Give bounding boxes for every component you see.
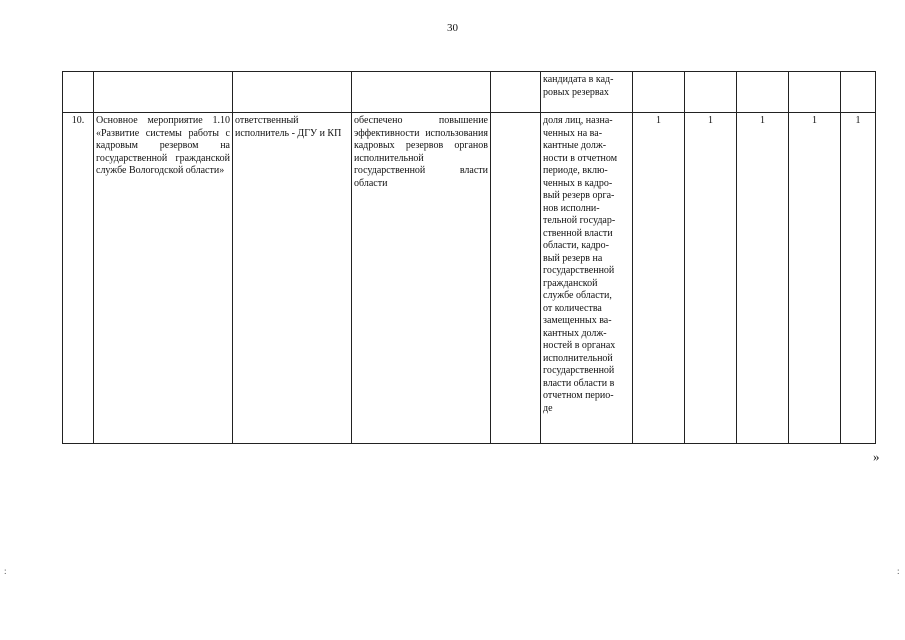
indicator-cell [541, 113, 633, 444]
right-margin-mark: : [897, 566, 900, 576]
indicator-value: 1 [841, 113, 876, 444]
indicator-line: ности в отчетном [543, 152, 618, 164]
indicator-line: периоде, вклю- [543, 165, 608, 176]
table-row [63, 72, 876, 113]
responsible-executor: ответственный исполнитель - ДГУ и КП [233, 113, 352, 444]
table-cell [737, 72, 789, 113]
indicator-line: доля лиц, назна- [543, 115, 613, 126]
left-margin-mark: : [4, 566, 7, 576]
table-cell [352, 72, 491, 113]
table-cell [63, 72, 94, 113]
indicator-value: 1 [685, 113, 737, 444]
indicator-line: замещенных ва- [543, 315, 612, 326]
table-cell [491, 72, 541, 113]
table-cell [685, 72, 737, 113]
table-cell [841, 72, 876, 113]
indicator-line: ровых резервах [543, 86, 609, 98]
indicator-value: 1 [633, 113, 685, 444]
indicator-line: службе области, [543, 290, 612, 301]
indicator-line: ченных в кадро- [543, 177, 613, 189]
page-number: 30 [447, 22, 458, 34]
indicator-table [62, 71, 876, 444]
table-cell [789, 72, 841, 113]
indicator-line: государственной [543, 265, 615, 276]
row-number: 10. [63, 113, 94, 444]
indicator-line: власти области в [543, 377, 615, 389]
indicator-line: кандидата в кад- [543, 74, 614, 85]
closing-quote-mark: » [873, 449, 880, 464]
indicator-line: кантные долж- [543, 140, 607, 151]
indicator-line: от количества [543, 302, 602, 314]
indicator-line: ностей в органах [543, 340, 616, 351]
indicator-value: 1 [737, 113, 789, 444]
indicator-line: государственной [543, 365, 615, 376]
indicator-line: гражданской [543, 277, 598, 289]
indicator-line: ченных на ва- [543, 127, 603, 139]
indicator-line: вый резерв орга- [543, 190, 615, 201]
indicator-line: отчетном перио- [543, 390, 614, 401]
indicator-line: ственной власти [543, 227, 613, 239]
indicator-line: тельной государ- [543, 215, 616, 226]
indicator-line: исполнительной [543, 352, 613, 364]
expected-result: обеспечено повышение эффективности использования кадровых резервов органов исполнительной государственной власти области [352, 113, 491, 444]
table-cell [94, 72, 233, 113]
indicator-line: кантных долж- [543, 327, 607, 339]
indicator-line: области, кадро- [543, 240, 609, 251]
indicator-line: нов исполни- [543, 202, 600, 214]
indicator-cell-continued [541, 72, 633, 113]
empty-cell [491, 113, 541, 444]
indicator-line: де [543, 402, 553, 414]
indicator-value: 1 [789, 113, 841, 444]
measure-name: Основное мероприятие 1.10 «Развитие системы работы с кадровым резервом на государственной гражданской службе Вологодской области» [94, 113, 233, 444]
table-cell [233, 72, 352, 113]
table-cell [633, 72, 685, 113]
table-row [63, 113, 876, 444]
indicator-line: вый резерв на [543, 252, 603, 264]
